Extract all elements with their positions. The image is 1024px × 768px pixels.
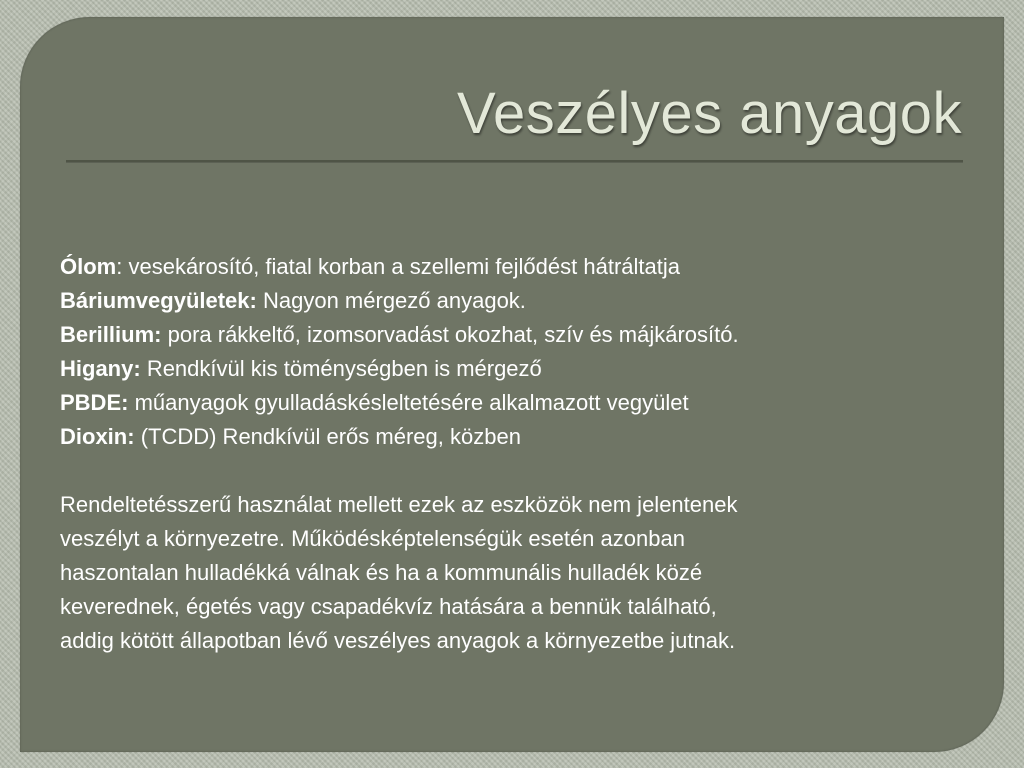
title-divider bbox=[66, 160, 963, 163]
hazard-description: Rendkívül kis töménységben is mérgező bbox=[146, 356, 542, 381]
hazard-term: Ólom bbox=[60, 254, 117, 279]
hazard-item-dioxin bbox=[60, 420, 960, 454]
hazard-term: Dioxin: bbox=[60, 424, 135, 449]
paragraph-line: veszélyt a környezetre. Működésképtelenségük esetén azonban bbox=[60, 526, 685, 551]
paragraph-line: Rendeltetésszerű használat mellett ezek az eszközök nem jelentenek bbox=[60, 492, 738, 517]
slide-content bbox=[60, 250, 960, 658]
hazard-term: Higany: bbox=[60, 356, 141, 381]
hazard-term: Berillium: bbox=[60, 322, 162, 347]
paragraph-line: addig kötött állapotban lévő veszélyes anyagok a környezetbe jutnak. bbox=[60, 628, 736, 653]
hazard-description: (TCDD) Rendkívül erős méreg, közben bbox=[140, 424, 521, 449]
hazard-item-bariumvegyuletek bbox=[60, 284, 960, 318]
hazard-term: Báriumvegyületek: bbox=[60, 288, 257, 313]
paragraph-line: haszontalan hulladékká válnak és ha a kommunális hulladék közé bbox=[60, 560, 703, 585]
hazard-item-higany bbox=[60, 352, 960, 386]
hazard-item-berillium bbox=[60, 318, 960, 352]
hazard-item-pbde bbox=[60, 386, 960, 420]
hazard-description: vesekárosító, fiatal korban a szellemi fejlődést hátráltatja bbox=[128, 254, 680, 279]
slide-title: Veszélyes anyagok bbox=[456, 81, 962, 146]
summary-paragraph bbox=[60, 488, 960, 658]
hazard-separator: : bbox=[116, 254, 129, 279]
hazard-description: pora rákkeltő, izomsorvadást okozhat, szív és májkárosító. bbox=[167, 322, 739, 347]
hazard-description: Nagyon mérgező anyagok. bbox=[262, 288, 526, 313]
hazard-term: PBDE: bbox=[60, 390, 129, 415]
hazard-item-olom bbox=[60, 250, 960, 284]
hazard-description: műanyagok gyulladáskésleltetésére alkalmazott vegyület bbox=[134, 390, 689, 415]
paragraph-line: keverednek, égetés vagy csapadékvíz hatására a bennük található, bbox=[60, 594, 717, 619]
hazard-list bbox=[60, 250, 960, 454]
